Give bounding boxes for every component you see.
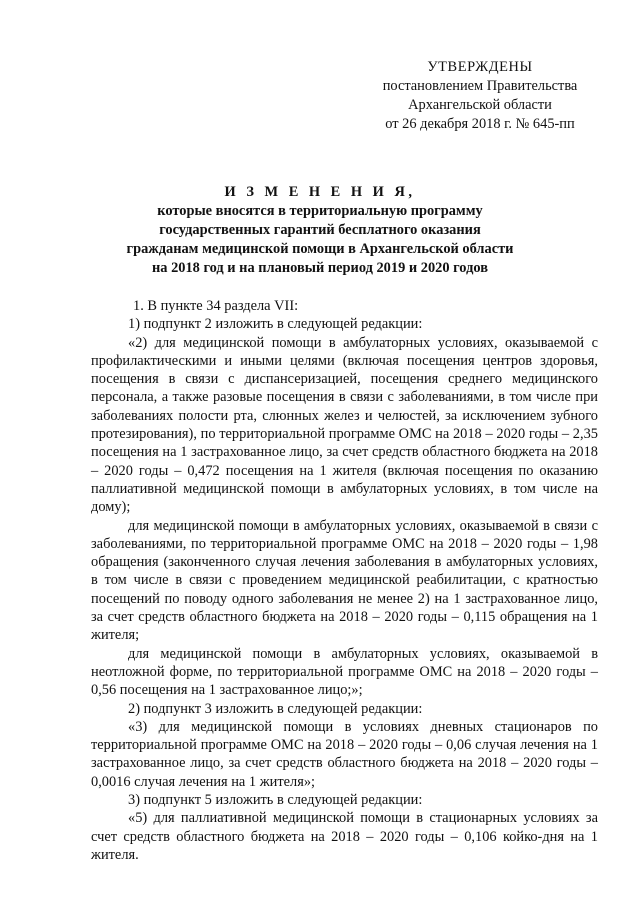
- approval-heading: УТВЕРЖДЕНЫ: [427, 59, 533, 75]
- approval-line-3: от 26 декабря 2018 г. № 645-пп: [385, 116, 575, 132]
- paragraph-subitem-2: 2) подпункт 3 изложить в следующей редакции:: [128, 700, 423, 717]
- title-main: И З М Е Н Е Н И Я,: [224, 184, 416, 200]
- paragraph-text: для медицинской помощи в амбулаторных условиях, оказываемой в неотложной форме, по территориальной программе ОМС на 2018 – 2020 годы – 0,56 посещения на 1 застрахованное лицо;»;: [91, 645, 598, 699]
- paragraph-text: для медицинской помощи в амбулаторных условиях, оказываемой в связи с заболеваниями, по территориальной программе ОМС на 2018 – 2020 годы – 1,98 обращения (законченного случая лечения заболевания в амбулаторных условиях, в том числе в связи с проведением медицинской реабилитации, с кратностью посещений по поводу одного заболевания не менее 2) на 1 застрахованное лицо, за счет средств областного бюджета на 2018 – 2020 годы – 0,115 обращения на 1 жителя;: [91, 517, 598, 644]
- document-body: [91, 297, 598, 864]
- paragraph-text: «2) для медицинской помощи в амбулаторных условиях, оказываемой с профилактическими и иными целями (включая посещения центров здоровья, посещения в связи с диспансеризацией, посещения среднего медицинского персонала, а также разовые посещения в связи с заболеваниями, в том числе при заболеваниях полости рта, слюнных желез и челюстей, за исключением зубного протезирования), по территориальной программе ОМС на 2018 – 2020 годы – 2,35 посещения на 1 застрахованное лицо, за счет средств областного бюджета на 2018 – 2020 годы – 0,472 посещения на 1 жителя (включая посещения по оказанию паллиативной медицинской помощи в амбулаторных условиях, в том числе на дому);: [91, 334, 598, 516]
- title-line-2: государственных гарантий бесплатного оказания: [159, 222, 481, 238]
- approval-line-1: постановлением Правительства: [382, 78, 578, 94]
- paragraph-subitem-3: 3) подпункт 5 изложить в следующей редакции:: [128, 792, 423, 809]
- paragraph-item-1: 1. В пункте 34 раздела VII:: [133, 298, 299, 314]
- paragraph-subitem-1: 1) подпункт 2 изложить в следующей редакции:: [128, 316, 423, 333]
- approval-line-2: Архангельской области: [408, 97, 552, 113]
- paragraph-text: «3) для медицинской помощи в условиях дневных стационаров по территориальной программе ОМС на 2018 – 2020 годы – 0,06 случая лечения на 1 застрахованное лицо, за счет средств областного бюджета на 2018 – 2020 годы – 0,0016 случая лечения на 1 жителя»;: [91, 718, 598, 790]
- approval-stamp: [360, 58, 600, 134]
- title-line-3: гражданам медицинской помощи в Архангельской области: [126, 241, 514, 257]
- title-line-4: на 2018 год и на плановый период 2019 и 2020 годов: [152, 260, 488, 276]
- title-line-1: которые вносятся в территориальную программу: [157, 203, 483, 219]
- document-title: [60, 183, 580, 278]
- paragraph-text: «5) для паллиативной медицинской помощи в стационарных условиях за счет средств областного бюджета на 2018 – 2020 годы – 0,106 койко-дня на 1 жителя.: [91, 810, 598, 863]
